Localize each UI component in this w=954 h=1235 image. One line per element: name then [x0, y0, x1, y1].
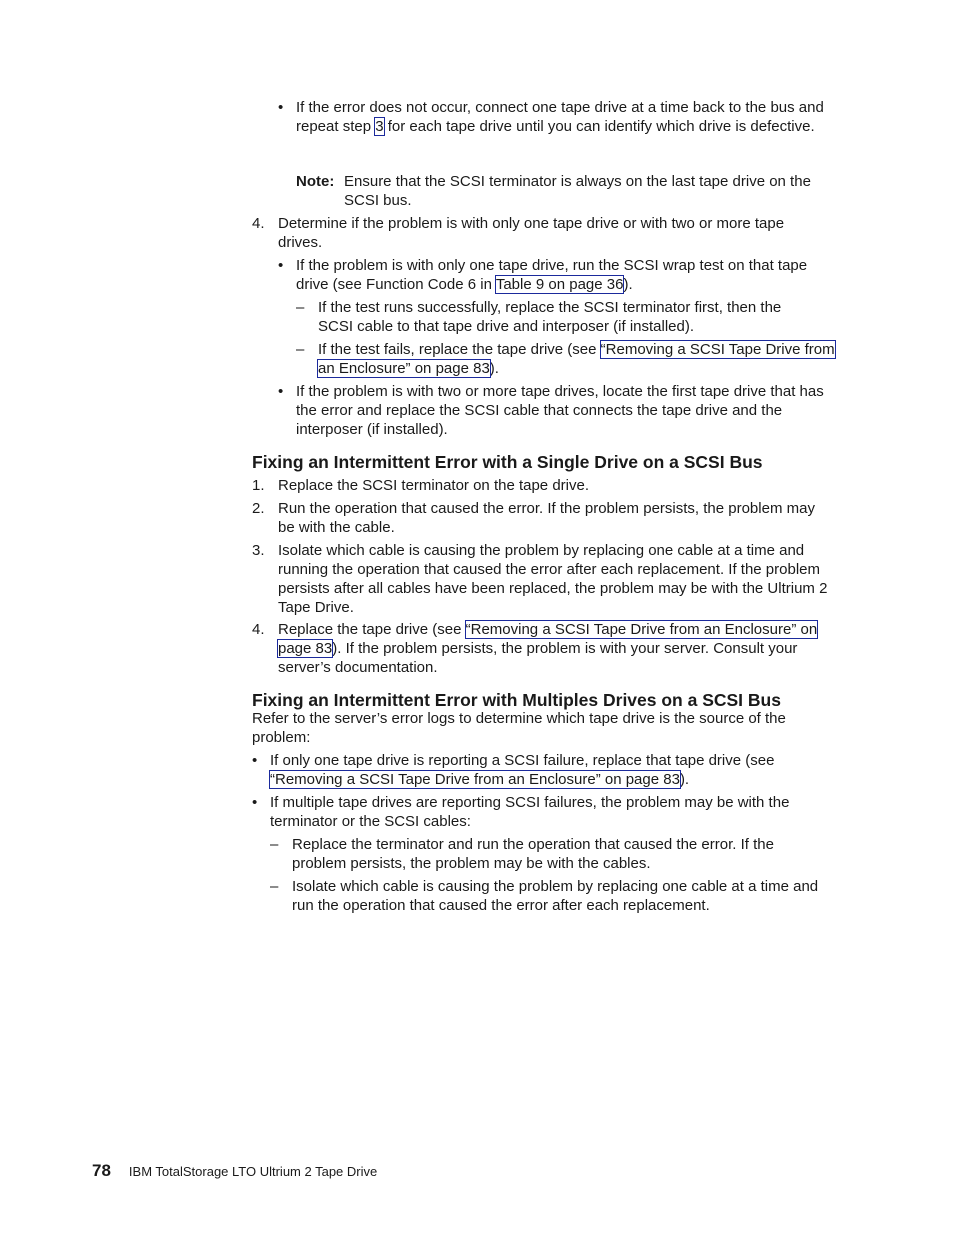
list-item-text: If the problem is with only one tape drive, run the SCSI wrap test on that tape drive (see Function Code 6 in Table 9 on page 36).	[296, 257, 808, 293]
page-number: 78	[92, 1161, 111, 1180]
list-item-text: Determine if the problem is with only one tape drive or with two or more tape drives.	[278, 215, 785, 251]
section-intro: Refer to the server’s error logs to determine which tape drive is the source of the problem:	[252, 710, 786, 746]
list-item	[252, 476, 842, 495]
list-item	[252, 620, 834, 677]
list-item	[252, 793, 832, 831]
bullet-marker: •	[278, 383, 284, 400]
removing-tape-drive-link[interactable]: “Removing a SCSI Tape Drive from an Enclosure” on page 83	[270, 771, 680, 788]
list-item	[270, 877, 830, 915]
list-number: 2.	[252, 500, 265, 517]
dash-marker: –	[296, 341, 305, 358]
dash-marker: –	[270, 836, 279, 853]
list-item-text: If the error does not occur, connect one tape drive at a time back to the bus and repeat step 3 for each tape drive until you can identify which drive is defective.	[296, 99, 824, 135]
list-item	[252, 499, 822, 537]
note-text: Ensure that the SCSI terminator is always on the last tape drive on the SCSI bus.	[344, 173, 811, 209]
bullet-marker: •	[252, 794, 258, 811]
list-item	[296, 340, 836, 378]
dash-marker: –	[270, 878, 279, 895]
section-heading: Fixing an Intermittent Error with a Single Drive on a SCSI Bus	[252, 452, 763, 472]
list-number: 3.	[252, 542, 265, 559]
removing-tape-drive-link[interactable]: “Removing a SCSI Tape Drive from an Enclosure” on page 83	[278, 621, 818, 657]
removing-tape-drive-link[interactable]: “Removing a SCSI Tape Drive from an Enclosure” on page 83	[318, 341, 835, 377]
list-number: 4.	[252, 215, 265, 232]
step-link[interactable]: 3	[375, 118, 384, 135]
bullet-marker: •	[278, 257, 284, 274]
list-item-text: If only one tape drive is reporting a SCSI failure, replace that tape drive (see “Removing a SCSI Tape Drive from an Enclosure” on page 83).	[270, 752, 775, 788]
list-item	[270, 835, 815, 873]
note-label: Note:	[296, 173, 335, 190]
list-item	[278, 256, 842, 294]
page-footer	[92, 1161, 377, 1181]
list-item	[252, 541, 844, 617]
list-item	[252, 214, 822, 252]
list-item-text: Replace the SCSI terminator on the tape drive.	[278, 477, 590, 494]
footer-title: IBM TotalStorage LTO Ultrium 2 Tape Drive	[128, 1164, 378, 1179]
list-item-text: Isolate which cable is causing the problem by replacing one cable at a time and running the operation that caused the error after each replacement. If the problem persists after all cables have been replaced, the problem may be with the Ultrium 2 Tape Drive.	[278, 542, 828, 616]
bullet-marker: •	[252, 752, 258, 769]
list-item-text: If multiple tape drives are reporting SCSI failures, the problem may be with the terminator or the SCSI cables:	[270, 794, 790, 830]
list-item	[252, 751, 822, 789]
list-item	[278, 98, 842, 136]
section-heading: Fixing an Intermittent Error with Multiples Drives on a SCSI Bus	[252, 690, 781, 710]
list-item	[296, 298, 816, 336]
list-item-text: Replace the tape drive (see “Removing a SCSI Tape Drive from an Enclosure” on page 83). If the problem persists, the problem is with your server. Consult your server’s documentation.	[278, 621, 818, 676]
dash-marker: –	[296, 299, 305, 316]
bullet-marker: •	[278, 99, 284, 116]
list-item-text: If the problem is with two or more tape drives, locate the first tape drive that has the error and replace the SCSI cable that connects the tape drive and the interposer (if installed).	[296, 383, 824, 438]
list-item-text: Replace the terminator and run the operation that caused the error. If the problem persists, the problem may be with the cables.	[292, 836, 774, 872]
list-number: 1.	[252, 477, 265, 494]
table-9-link[interactable]: Table 9 on page 36	[495, 276, 624, 293]
list-item	[278, 382, 838, 439]
list-item-text: Run the operation that caused the error. If the problem persists, the problem may be with the cable.	[278, 500, 815, 536]
note	[296, 172, 844, 210]
list-item-text: If the test runs successfully, replace the SCSI terminator first, then the SCSI cable to that tape drive and interposer (if installed).	[318, 299, 782, 335]
list-number: 4.	[252, 621, 265, 638]
list-item-text: Isolate which cable is causing the problem by replacing one cable at a time and run the operation that caused the error after each replacement.	[292, 878, 819, 914]
list-item-text: If the test fails, replace the tape drive (see “Removing a SCSI Tape Drive from an Enclosure” on page 83).	[318, 341, 835, 377]
